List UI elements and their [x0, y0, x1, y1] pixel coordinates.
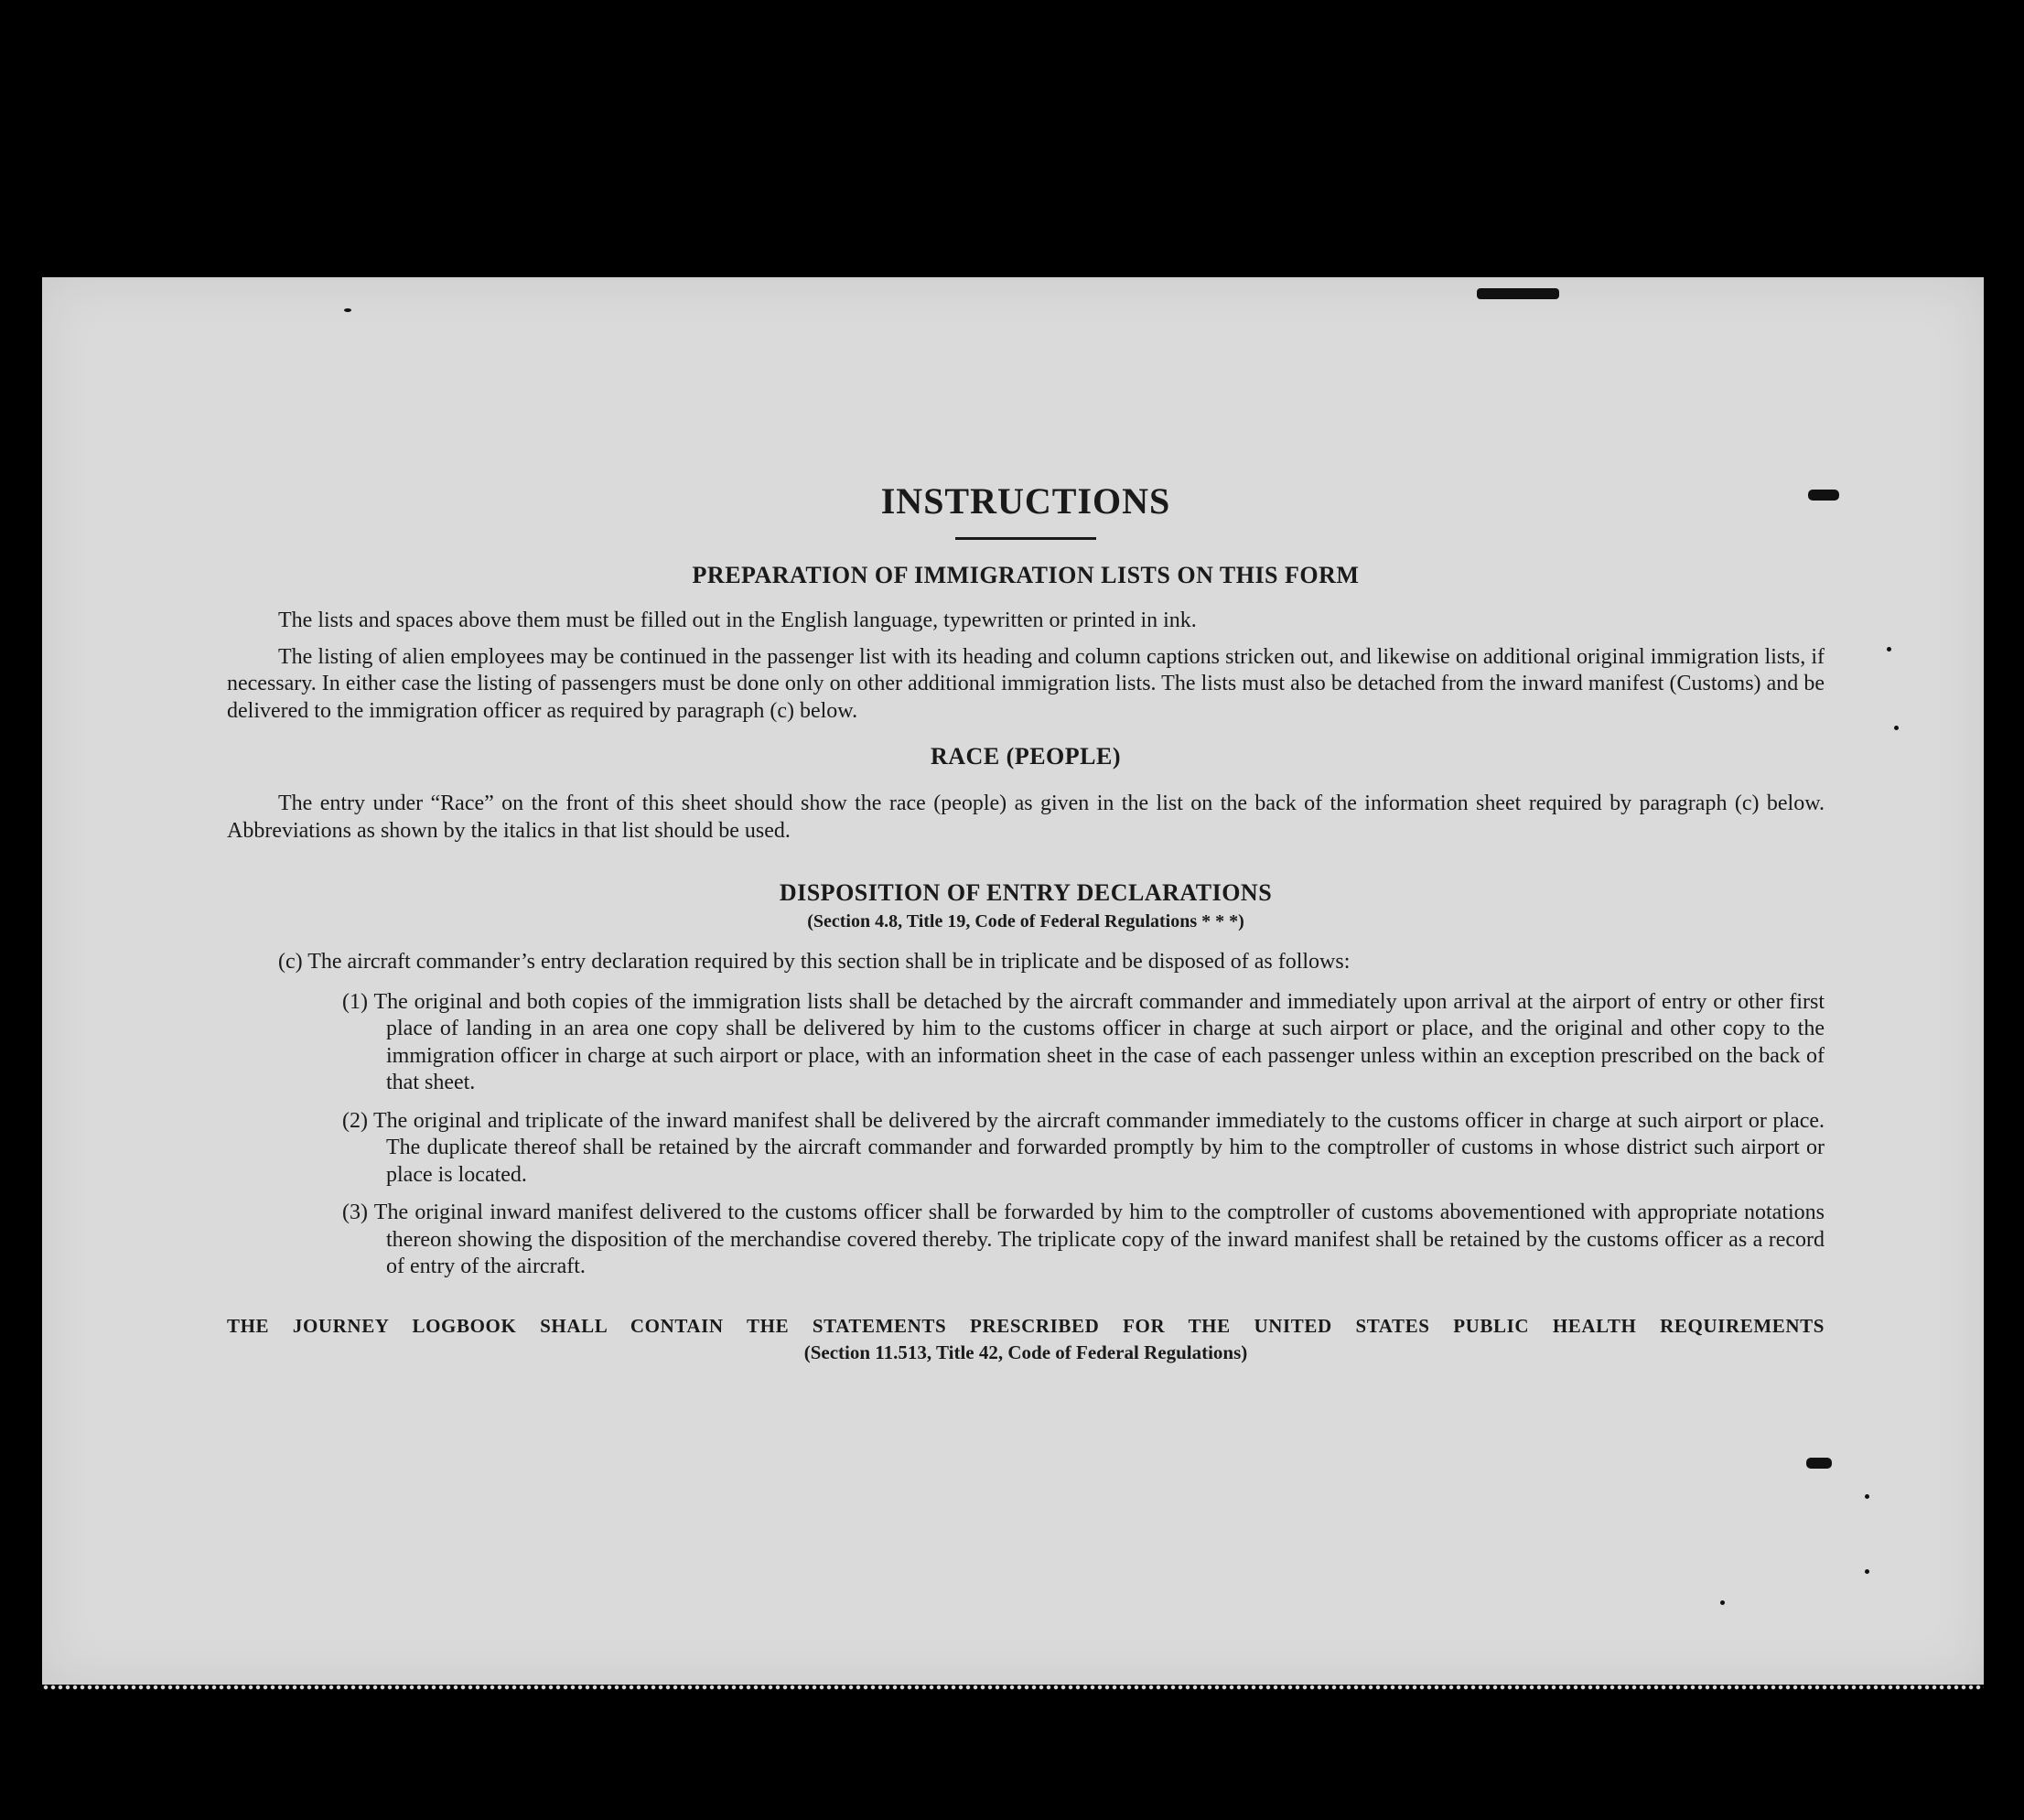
form-back-sheet — [42, 277, 1984, 1685]
scan-speck — [1894, 726, 1899, 730]
preparation-heading: PREPARATION OF IMMIGRATION LISTS ON THIS FORM — [692, 562, 1360, 588]
instructions-title: INSTRUCTIONS — [880, 480, 1171, 522]
title-underline — [955, 537, 1096, 540]
race-paragraph: The entry under “Race” on the front of this sheet should show the race (people) as given in the list on the back of the information sheet required by paragraph (c) below. Abbreviations as shown by the italics in that list should be used. — [227, 792, 1825, 843]
logbook-statement: THE JOURNEY LOGBOOK SHALL CONTAIN THE STATEMENTS PRESCRIBED FOR THE UNITED STATES PUBLIC HEALTH REQUIREMENTS — [227, 1314, 1825, 1337]
scan-speck — [1865, 1569, 1869, 1574]
preparation-paragraph-1: The lists and spaces above them must be filled out in the English language, typewritten or printed in ink. — [278, 608, 1197, 632]
race-heading: RACE (PEOPLE) — [931, 743, 1121, 770]
instructions-body — [227, 479, 1825, 1365]
scan-speck — [1477, 288, 1559, 299]
scan-speck — [1720, 1600, 1725, 1605]
logbook-citation: (Section 11.513, Title 42, Code of Federal Regulations) — [803, 1341, 1248, 1363]
disposition-item-1: (1) The original and both copies of the immigration lists shall be detached by the aircraft commander and immediately upon arrival at the airport of entry or other first place of landing in an area one copy shall be delivered by him to the customs officer in charge at such airport or place, and the original and other copy to the immigration officer in charge at such airport or place, with an information sheet in the case of each passenger unless within an exception prescribed on the back of that sheet. — [342, 989, 1825, 1094]
scan-speck — [1806, 1458, 1832, 1469]
scan-speck — [344, 308, 351, 312]
preparation-paragraph-2: The listing of alien employees may be continued in the passenger list with its heading and column captions stricken out, and likewise on additional original immigration lists, if necessary. In either case the listing of passengers must be done only on other additional immigration lists. The lists must also be detached from the inward manifest (Customs) and be delivered to the immigration officer as required by paragraph (c) below. — [227, 644, 1825, 723]
perforated-bottom-edge — [42, 1685, 1984, 1690]
disposition-heading: DISPOSITION OF ENTRY DECLARATIONS — [779, 879, 1273, 906]
disposition-citation: (Section 4.8, Title 19, Code of Federal Regulations * * *) — [807, 911, 1244, 932]
disposition-lead-paragraph: (c) The aircraft commander’s entry declaration required by this section shall be in triplicate and be disposed of as follows: — [278, 950, 1351, 974]
scan-speck — [1865, 1494, 1869, 1499]
disposition-item-3: (3) The original inward manifest delivered to the customs officer shall be forwarded by him to the comptroller of customs abovementioned with appropriate notations thereon showing the disposition of the merchandise covered thereby. The triplicate copy of the inward manifest shall be retained by the customs officer as a record of entry of the aircraft. — [342, 1201, 1825, 1278]
disposition-item-2: (2) The original and triplicate of the inward manifest shall be delivered by the aircraft commander immediately to the customs officer in charge at such airport or place. The duplicate thereof shall be retained by the aircraft commander and forwarded promptly by him to the comptroller of customs in whose district such airport or place is located. — [342, 1108, 1825, 1187]
scan-speck — [1887, 647, 1891, 652]
